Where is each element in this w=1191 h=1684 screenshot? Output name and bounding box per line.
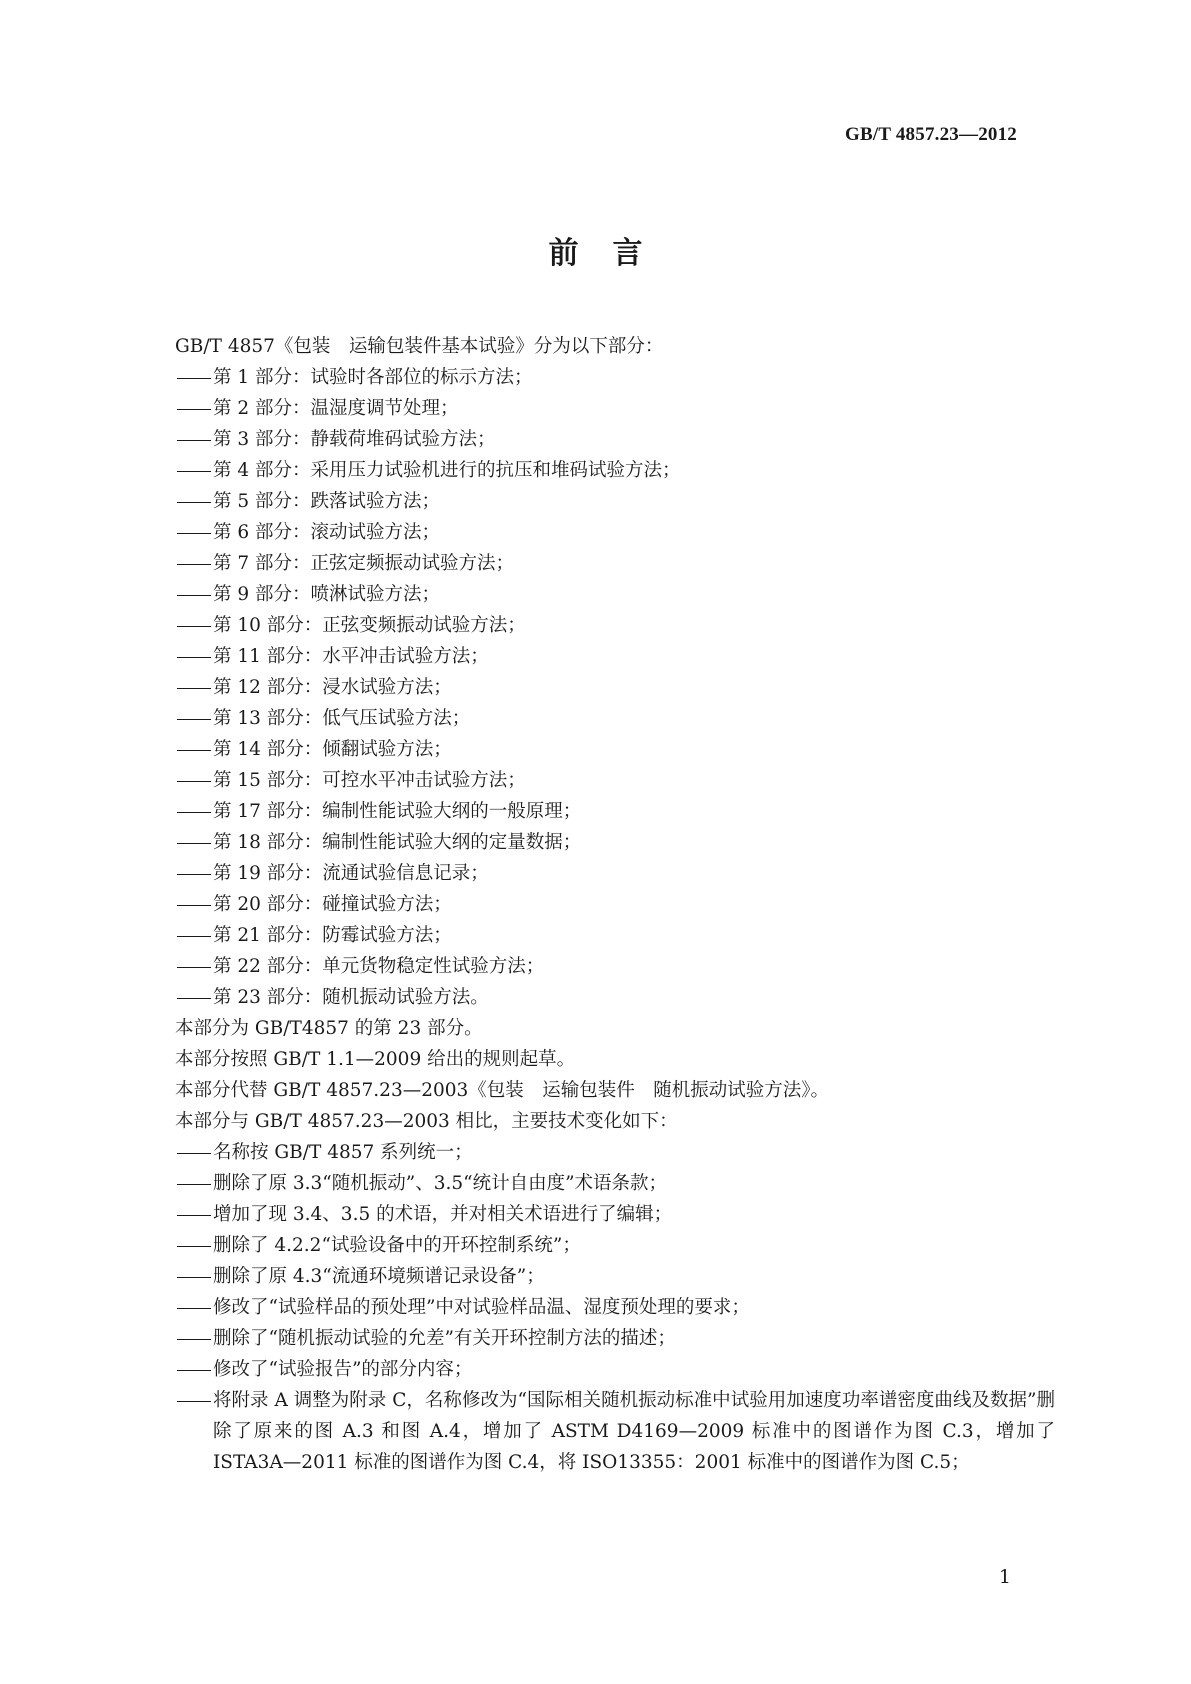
list-item [175, 1137, 1055, 1168]
em-dash-marker [175, 517, 213, 548]
list-item [175, 734, 1055, 765]
part-text: 第 10 部分：正弦变频振动试验方法； [213, 615, 526, 636]
list-item [175, 610, 1055, 641]
em-dash-marker [175, 951, 213, 982]
part-text: 第 1 部分：试验时各部位的标示方法； [213, 367, 533, 388]
list-item [175, 362, 1055, 393]
list-item [175, 548, 1055, 579]
change-text: 删除了原 3.3“随机振动”、3.5“统计自由度”术语条款； [213, 1173, 668, 1194]
list-item [175, 765, 1055, 796]
part-text: 第 4 部分：采用压力试验机进行的抗压和堆码试验方法； [213, 460, 681, 481]
em-dash-marker [175, 1168, 213, 1199]
em-dash-marker [175, 424, 213, 455]
list-item [175, 796, 1055, 827]
part-text: 第 23 部分：随机振动试验方法。 [213, 987, 489, 1008]
list-item [175, 1168, 1055, 1199]
em-dash-marker [175, 1199, 213, 1230]
part-text: 第 13 部分：低气压试验方法； [213, 708, 471, 729]
change-text: 删除了“随机振动试验的允差”有关开环控制方法的描述； [213, 1328, 676, 1349]
em-dash-marker [175, 393, 213, 424]
part-text: 第 21 部分：防霉试验方法； [213, 925, 452, 946]
part-text: 第 9 部分：喷淋试验方法； [213, 584, 441, 605]
part-text: 第 20 部分：碰撞试验方法； [213, 894, 452, 915]
part-text: 第 22 部分：单元货物稳定性试验方法； [213, 956, 545, 977]
em-dash-marker [175, 672, 213, 703]
em-dash-marker [175, 858, 213, 889]
page-number: 1 [998, 1566, 1011, 1588]
em-dash-marker [175, 765, 213, 796]
em-dash-marker [175, 641, 213, 672]
em-dash-marker [175, 548, 213, 579]
list-item [175, 1292, 1055, 1323]
em-dash-marker [175, 920, 213, 951]
em-dash-marker [175, 1323, 213, 1354]
em-dash-marker [175, 455, 213, 486]
list-item [175, 424, 1055, 455]
list-item [175, 920, 1055, 951]
list-item [175, 703, 1055, 734]
list-item [175, 1230, 1055, 1261]
part-text: 第 6 部分：滚动试验方法； [213, 522, 441, 543]
statement-line: 本部分与 GB/T 4857.23—2003 相比，主要技术变化如下： [175, 1111, 678, 1132]
part-text: 第 14 部分：倾翻试验方法； [213, 739, 452, 760]
em-dash-marker [175, 827, 213, 858]
part-text: 第 7 部分：正弦定频振动试验方法； [213, 553, 515, 574]
change-text: 名称按 GB/T 4857 系列统一； [213, 1142, 473, 1163]
list-item [175, 827, 1055, 858]
list-item [175, 517, 1055, 548]
change-text: 增加了现 3.4、3.5 的术语，并对相关术语进行了编辑； [213, 1204, 673, 1225]
list-item [175, 889, 1055, 920]
em-dash-marker [175, 1385, 213, 1416]
list-item [175, 1323, 1055, 1354]
list-item [175, 858, 1055, 889]
statement-line: 本部分按照 GB/T 1.1—2009 给出的规则起草。 [175, 1049, 576, 1070]
list-item [175, 393, 1055, 424]
list-item [175, 486, 1055, 517]
em-dash-marker [175, 889, 213, 920]
list-item-multiline [175, 1385, 1055, 1478]
list-item [175, 579, 1055, 610]
part-text: 第 15 部分：可控水平冲击试验方法； [213, 770, 526, 791]
foreword-body [175, 331, 1055, 1478]
em-dash-marker [175, 982, 213, 1013]
part-text: 第 11 部分：水平冲击试验方法； [213, 646, 489, 667]
em-dash-marker [175, 1137, 213, 1168]
em-dash-marker [175, 796, 213, 827]
change-text: 修改了“试验样品的预处理”中对试验样品温、湿度预处理的要求； [213, 1297, 750, 1318]
list-item [175, 951, 1055, 982]
part-text: 第 3 部分：静载荷堆码试验方法； [213, 429, 496, 450]
list-item [175, 1199, 1055, 1230]
part-text: 第 17 部分：编制性能试验大纲的一般原理； [213, 801, 582, 822]
em-dash-marker [175, 486, 213, 517]
list-item [175, 455, 1055, 486]
part-text: 第 12 部分：浸水试验方法； [213, 677, 452, 698]
list-item [175, 1261, 1055, 1292]
list-item [175, 641, 1055, 672]
part-text: 第 2 部分：温湿度调节处理； [213, 398, 459, 419]
part-text: 第 18 部分：编制性能试验大纲的定量数据； [213, 832, 582, 853]
part-text: 第 5 部分：跌落试验方法； [213, 491, 441, 512]
em-dash-marker [175, 1292, 213, 1323]
page-title: 前言 [548, 236, 677, 271]
part-text: 第 19 部分：流通试验信息记录； [213, 863, 489, 884]
statement-line: 本部分为 GB/T4857 的第 23 部分。 [175, 1018, 483, 1039]
list-item [175, 672, 1055, 703]
standard-code: GB/T 4857.23—2012 [845, 124, 1017, 145]
em-dash-marker [175, 610, 213, 641]
change-text: 删除了 4.2.2“试验设备中的开环控制系统”； [213, 1235, 581, 1256]
em-dash-marker [175, 1261, 213, 1292]
statement-line: 本部分代替 GB/T 4857.23—2003《包装 运输包装件 随机振动试验方法》。 [175, 1080, 830, 1101]
change-text: 将附录 A 调整为附录 C，名称修改为“国际相关随机振动标准中试验用加速度功率谱密度曲线及数据”删除了原来的图 A.3 和图 A.4，增加了 ASTM D4169—2009 标准中的图谱作为图 C.3，增加了 ISTA3A—2011 标准的图谱作为图 C.4，将 ISO13355：2001 标准中的图谱作为图 C.5； [213, 1390, 1055, 1473]
change-text: 修改了“试验报告”的部分内容； [213, 1359, 473, 1380]
change-text: 删除了原 4.3“流通环境频谱记录设备”； [213, 1266, 545, 1287]
em-dash-marker [175, 579, 213, 610]
intro-line: GB/T 4857《包装 运输包装件基本试验》分为以下部分： [175, 336, 664, 357]
list-item [175, 982, 1055, 1013]
em-dash-marker [175, 1354, 213, 1385]
em-dash-marker [175, 1230, 213, 1261]
em-dash-marker [175, 734, 213, 765]
em-dash-marker [175, 703, 213, 734]
list-item [175, 1354, 1055, 1385]
em-dash-marker [175, 362, 213, 393]
